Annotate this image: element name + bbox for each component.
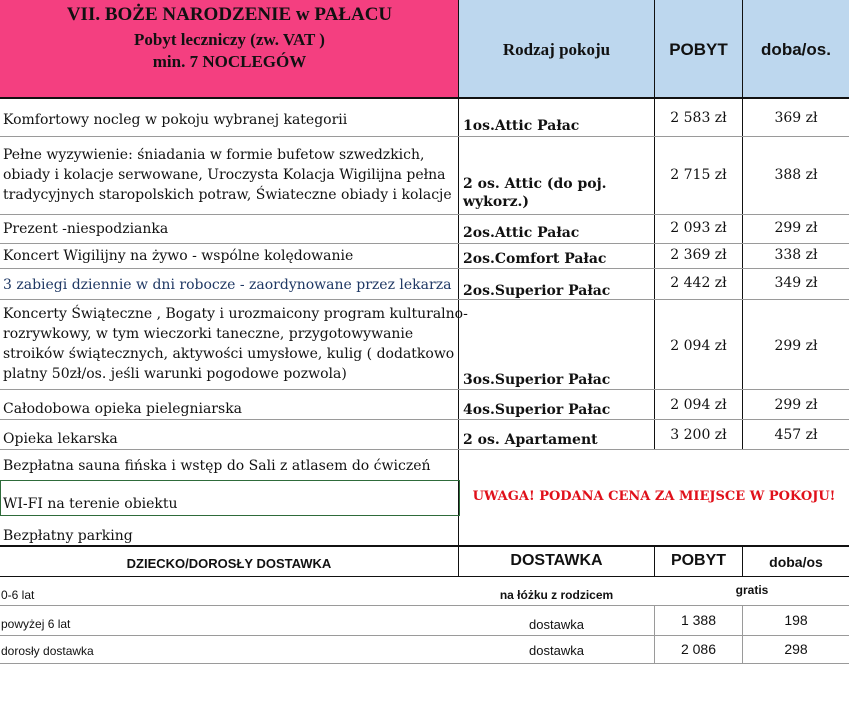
day-price: 338 zł [774, 247, 818, 263]
extra-header-bed: DOSTAWKA [510, 552, 603, 569]
room-name [463, 175, 607, 211]
extra-row-label: 0-6 lat [1, 588, 35, 602]
extra-row-label: powyżej 6 lat [1, 617, 71, 631]
extra-row-label: dorosły dostawka [1, 644, 94, 658]
extra-row-bed: na łóżku z rodzicem [499, 588, 614, 602]
service-line: platny 50zł/os. jeśli warunki pogodowe pozwola) [3, 366, 347, 382]
day-price: 388 zł [774, 167, 818, 183]
stay-price: 2 369 zł [670, 247, 727, 263]
grid-line [0, 576, 849, 577]
service-item: Opieka lekarska [3, 431, 118, 447]
grid-line [0, 136, 849, 137]
day-price: 369 zł [774, 110, 818, 126]
nights-label: min. 7 NOCLEGÓW [152, 52, 307, 71]
grid-line [0, 449, 849, 450]
room-name-line: 2 os. Attic (do poj. [463, 176, 607, 192]
day-price: 299 zł [774, 397, 818, 413]
extra-header-day: doba/os [769, 554, 823, 570]
service-item: WI-FI na terenie obiektu [3, 496, 178, 512]
grid-line [0, 243, 849, 244]
stay-price: 2 583 zł [670, 110, 727, 126]
room-name: 1os.Attic Pałac [463, 118, 580, 134]
service-item: Prezent -niespodzianka [3, 221, 169, 237]
header-day-label: doba/os. [761, 40, 831, 59]
service-line: obiady i kolacje serwowane, Uroczysta Kolacja Wigilijna pełna [3, 167, 446, 183]
day-price: 457 zł [774, 427, 818, 443]
service-line: tradycyjnych staropolskich potraw, Świateczne obiady i kolacje [3, 187, 452, 203]
extra-row-day: 198 [784, 612, 808, 628]
extra-row-stay: 2 086 [680, 641, 717, 657]
service-item: Bezpłatna sauna fińska i wstęp do Sali z atlasem do ćwiczeń [3, 458, 431, 474]
extra-header-title: DZIECKO/DOROSŁY DOSTAWKA [126, 556, 332, 571]
service-line: stroików świątecznych, aktywości umysłowe, kulig ( dodatkowo [3, 346, 455, 362]
extra-row-day: 298 [784, 641, 808, 657]
grid-line [0, 299, 849, 300]
extra-header-stay: POBYT [670, 552, 727, 569]
grid-line [458, 0, 459, 545]
page-subtitle: Pobyt leczniczy (zw. VAT ) [134, 30, 325, 49]
service-item: Komfortowy nocleg w pokoju wybranej kategorii [3, 112, 348, 128]
room-name: 4os.Superior Pałac [463, 402, 611, 418]
service-item [3, 304, 468, 384]
header-room-cell [459, 0, 654, 98]
extra-row-bed: dostawka [529, 617, 584, 632]
room-name: 3os.Superior Pałac [463, 372, 611, 388]
stay-price: 2 093 zł [670, 220, 727, 236]
service-item: 3 zabiegi dziennie w dni robocze - zaordynowane przez lekarza [3, 277, 452, 293]
day-price: 349 zł [774, 275, 818, 291]
price-notice: UWAGA! PODANA CENA ZA MIEJSCE W POKOJU! [472, 489, 836, 504]
stay-price: 3 200 zł [670, 427, 727, 443]
grid-line [0, 97, 849, 99]
grid-line [0, 635, 849, 636]
stay-price: 2 442 zł [670, 275, 727, 291]
grid-line [0, 268, 849, 269]
room-name: 2os.Superior Pałac [463, 283, 611, 299]
stay-price: 2 094 zł [670, 397, 727, 413]
header-room-label: Rodzaj pokoju [502, 40, 611, 59]
header-title-block [0, 0, 459, 98]
day-price: 299 zł [774, 338, 818, 354]
grid-line [0, 214, 849, 215]
grid-line [0, 389, 849, 390]
stay-price: 2 094 zł [670, 338, 727, 354]
service-line: rozrywkowy, w tym wieczorki taneczne, przygotowywanie [3, 326, 414, 342]
header-day-cell [743, 0, 849, 98]
stay-price: 2 715 zł [670, 167, 727, 183]
service-item: Całodobowa opieka pielegniarska [3, 401, 243, 417]
extra-row-bed: dostawka [529, 643, 584, 658]
service-item: Bezpłatny parking [3, 528, 133, 544]
service-line: Pełne wyzywienie: śniadania w formie bufetow szwedzkich, [3, 147, 425, 163]
room-name: 2 os. Apartament [463, 432, 598, 448]
service-item [3, 145, 452, 205]
room-name: 2os.Comfort Pałac [463, 251, 607, 267]
header-stay-cell [655, 0, 742, 98]
service-item: Koncert Wigilijny na żywo - wspólne kolędowanie [3, 248, 354, 264]
grid-line [0, 419, 849, 420]
room-name: 2os.Attic Pałac [463, 225, 580, 241]
day-price: 299 zł [774, 220, 818, 236]
header-stay-label: POBYT [669, 40, 728, 59]
extra-row-stay: 1 388 [680, 612, 717, 628]
grid-line [0, 663, 849, 664]
service-line: Koncerty Świąteczne , Bogaty i urozmaicony program kulturalno- [3, 306, 468, 322]
grid-line [0, 605, 849, 606]
extra-row-stay: gratis [735, 583, 769, 597]
page-title: VII. BOŻE NARODZENIE w PAŁACU [66, 4, 393, 25]
room-name-line: wykorz.) [463, 194, 530, 210]
